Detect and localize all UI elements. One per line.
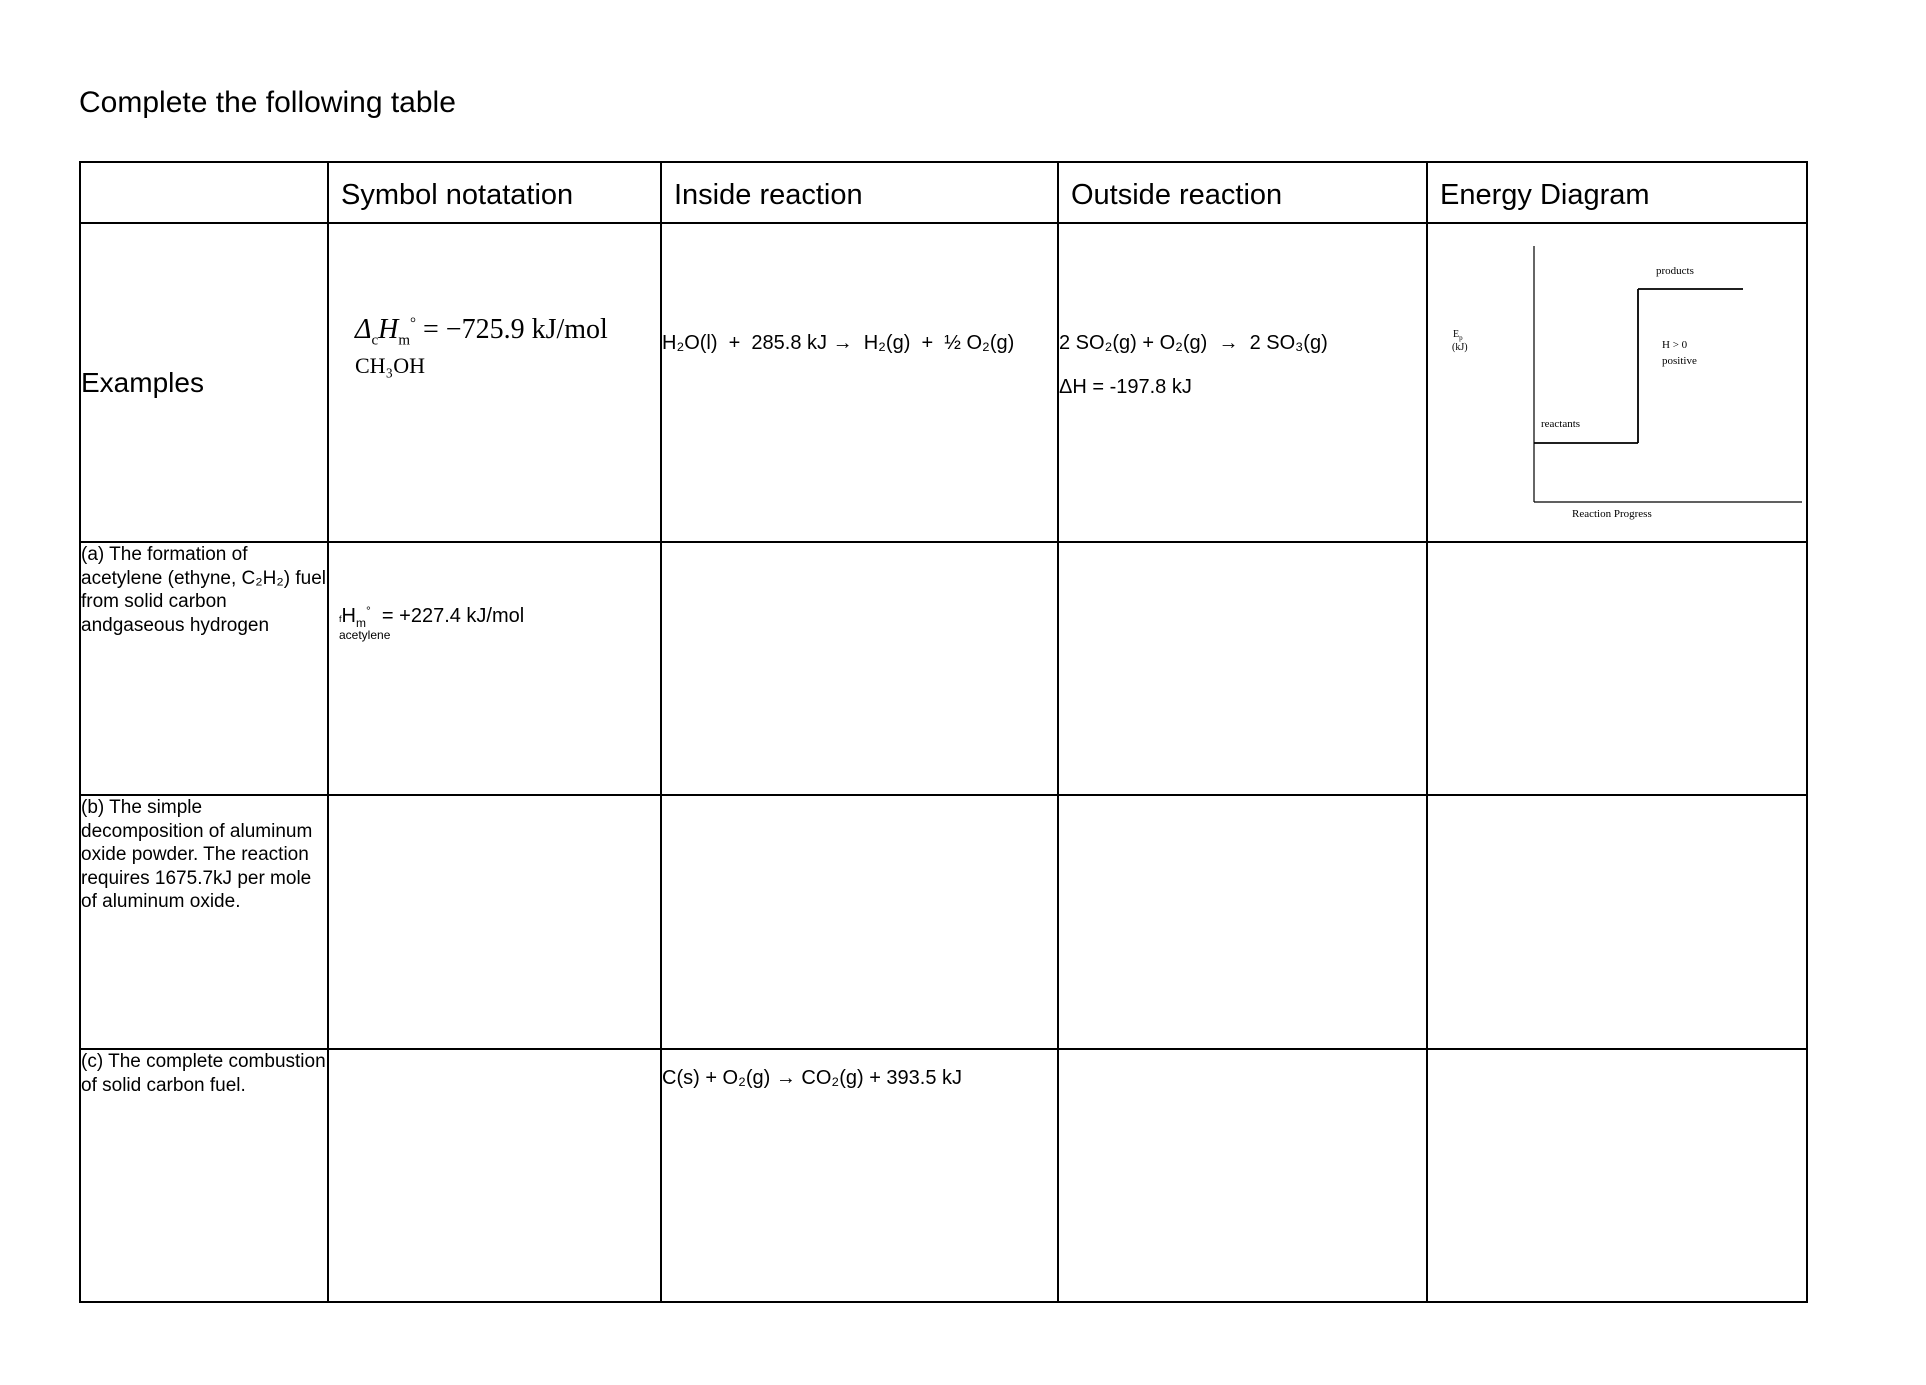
header-row [80, 162, 1807, 223]
row-b-outside-cell[interactable] [1058, 795, 1427, 1049]
row-a-symbol-value: = +227.4 kJ/mol [381, 605, 525, 627]
diagram-reactants-label: reactants [1541, 418, 1581, 430]
examples-label: Examples [80, 223, 328, 542]
examples-outside-dh: ΔH = -197.8 kJ [1059, 376, 1192, 398]
row-a-symbol-cell [328, 542, 661, 795]
row-c-outside-cell[interactable] [1058, 1049, 1427, 1302]
examples-symbol-value: = −725.9 kJ/mol [423, 314, 608, 345]
row-c-diagram-cell[interactable] [1427, 1049, 1807, 1302]
diagram-dh-label: H > 0 [1662, 339, 1688, 351]
row-a-inside-cell[interactable] [661, 542, 1058, 795]
diagram-products-label: products [1656, 265, 1694, 277]
examples-outside-equation: 2 SO₂(g) + O₂(g) → 2 SO₃(g) [1059, 332, 1328, 354]
header-inside: Inside reaction [661, 162, 1058, 223]
examples-outside-cell [1058, 223, 1427, 542]
row-a-symbol-species: acetylene [339, 628, 391, 642]
row-a-diagram-cell[interactable] [1427, 542, 1807, 795]
energy-diagram [1428, 224, 1806, 536]
examples-inside-cell [661, 223, 1058, 542]
row-a-label: (a) The formation of acetylene (ethyne, C₂H₂) fuel from solid carbon andgaseous hydrogen [80, 542, 328, 795]
row-c-inside-equation: C(s) + O₂(g) → CO₂(g) + 393.5 kJ [662, 1067, 963, 1089]
row-c-inside-cell[interactable] [661, 1049, 1058, 1302]
row-a-symbol-notation: $fH_m^\circ = +227.4$ kJ/mol [339, 603, 525, 630]
examples-diagram-cell [1427, 223, 1807, 542]
diagram-dh-sign: positive [1662, 355, 1697, 367]
row-c [80, 1049, 1807, 1302]
diagram-y-axis-label: $E_p$ [1453, 329, 1463, 342]
row-b-diagram-cell[interactable] [1427, 795, 1807, 1049]
row-c-symbol-cell[interactable] [328, 1049, 661, 1302]
diagram-y-axis-unit: (kJ) [1452, 342, 1468, 353]
examples-inside-equation: H₂O(l) + 285.8 kJ → H₂(g) + ½ O₂(g) [662, 332, 1015, 354]
diagram-x-axis-label: Reaction Progress [1572, 508, 1652, 520]
row-b-symbol-cell[interactable] [328, 795, 661, 1049]
header-symbol: Symbol notatation [328, 162, 661, 223]
header-outside: Outside reaction [1058, 162, 1427, 223]
worksheet-table [79, 161, 1808, 1303]
examples-row [80, 223, 1807, 542]
header-diagram: Energy Diagram [1427, 162, 1807, 223]
row-b-inside-cell[interactable] [661, 795, 1058, 1049]
row-c-label: (c) The complete combustion of solid carbon fuel. [80, 1049, 328, 1302]
page-title: Complete the following table [79, 86, 456, 119]
examples-symbol-species: CH₃OH [355, 353, 426, 378]
row-b [80, 795, 1807, 1049]
examples-symbol-notation: $\Delta_cH_m^\circ = -725.9$ kJ/mol [355, 314, 608, 349]
examples-symbol-cell [328, 223, 661, 542]
row-a-outside-cell[interactable] [1058, 542, 1427, 795]
row-b-label: (b) The simple decomposition of aluminum oxide powder. The reaction requires 1675.7kJ per mole of aluminum oxide. [80, 795, 328, 1049]
header-blank [80, 162, 328, 223]
row-a [80, 542, 1807, 795]
